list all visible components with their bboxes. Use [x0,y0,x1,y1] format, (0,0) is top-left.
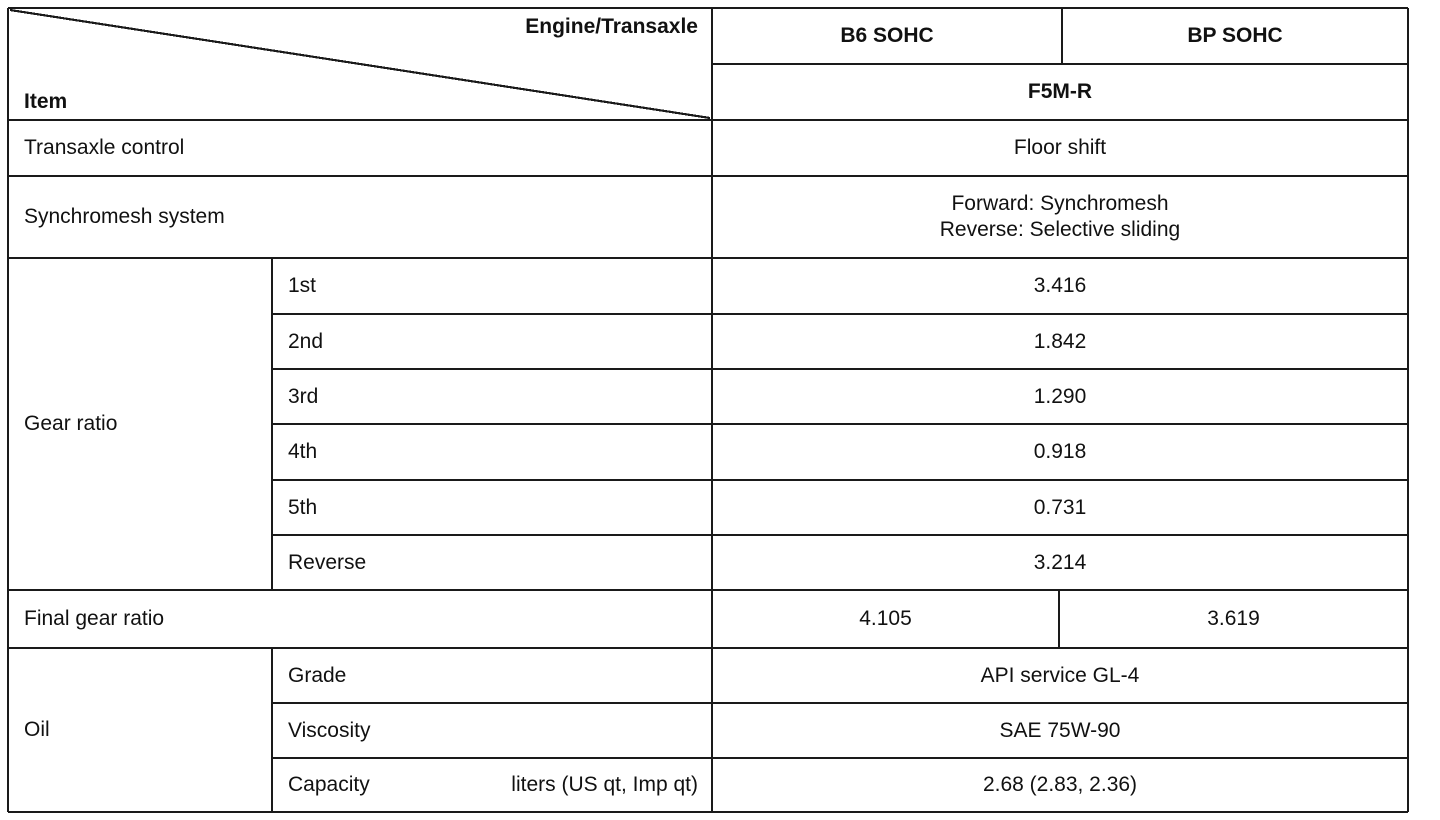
row-label-synchromesh: Synchromesh system [24,205,225,228]
oil-capacity-label: Capacity [288,773,370,796]
header-item: Item [24,90,68,113]
oil-capacity-unit: liters (US qt, Imp qt) [511,773,698,796]
gear-value-5th: 0.731 [1033,495,1087,519]
header-engine-transaxle: Engine/Transaxle [525,15,698,38]
gear-label-5th: 5th [288,495,318,519]
gear-label-1st: 1st [288,274,317,297]
row-label-transaxle-control: Transaxle control [24,136,185,159]
oil-viscosity-label: Viscosity [288,718,371,742]
gear-value-2nd: 1.842 [1033,329,1087,353]
gear-label-2nd: 2nd [288,329,324,353]
oil-viscosity-value: SAE 75W-90 [999,718,1121,742]
oil-grade-label: Grade [288,663,347,687]
gear-label-3rd: 3rd [288,384,319,408]
final-gear-ratio-bp: 3.619 [1207,607,1260,630]
gear-label-4th: 4th [288,440,318,463]
header-engine-bp-sohc: BP SOHC [1187,24,1283,47]
final-gear-ratio-b6: 4.105 [859,607,912,630]
row-value-synchromesh [712,176,1408,258]
header-engine-b6-sohc: B6 SOHC [840,24,934,47]
gear-value-reverse: 3.214 [1033,550,1087,574]
gear-value-4th: 0.918 [1033,440,1087,463]
row-label-oil: Oil [24,718,50,741]
gear-value-1st: 3.416 [1033,274,1087,297]
header-transaxle-f5m-r: F5M-R [1027,80,1093,103]
synchromesh-forward: Forward: Synchromesh [951,192,1169,215]
oil-grade-value: API service GL-4 [980,663,1140,687]
oil-capacity-value: 2.68 (2.83, 2.36) [982,773,1138,796]
gear-label-reverse: Reverse [288,550,367,574]
gear-value-3rd: 1.290 [1033,384,1087,408]
row-label-gear-ratio: Gear ratio [24,412,118,435]
row-value-transaxle-control: Floor shift [1013,136,1107,159]
synchromesh-reverse: Reverse: Selective sliding [939,218,1181,241]
row-label-final-gear-ratio: Final gear ratio [24,607,165,630]
